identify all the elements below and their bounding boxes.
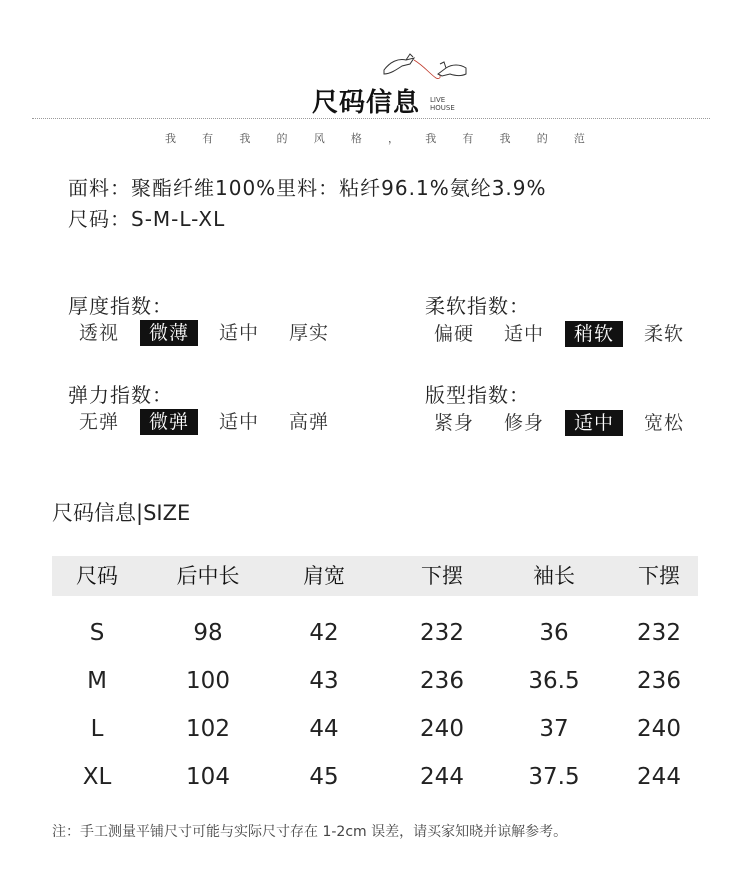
- option-label: 适中: [218, 411, 259, 433]
- slogan-char: 范: [573, 132, 585, 145]
- table-cell: L: [90, 716, 104, 742]
- elasticity-options: [70, 409, 338, 435]
- column-header-shoulder: 肩宽: [303, 564, 345, 588]
- table-cell: 42: [309, 620, 339, 646]
- brand-mark: LIVE HOUSE: [430, 96, 455, 112]
- table-cell: 236: [420, 668, 464, 694]
- table-cell: 37.5: [528, 764, 580, 790]
- table-cell: 236: [637, 668, 681, 694]
- slogan-char: 我: [165, 132, 176, 145]
- column-header-back-length: 后中长: [176, 564, 240, 588]
- table-cell: 36: [539, 620, 569, 646]
- slogan: [165, 130, 585, 146]
- option-label: 修身: [503, 412, 544, 434]
- table-cell: 240: [637, 716, 681, 742]
- elasticity-index-title: 弹力指数：: [68, 383, 173, 407]
- slogan-char: 的: [536, 132, 548, 145]
- option-label: 紧身: [433, 412, 474, 434]
- page-title: 尺码信息: [312, 88, 421, 118]
- option-label: 适中: [503, 323, 544, 345]
- fit-options: [425, 410, 693, 436]
- option-label-selected: 适中: [565, 410, 623, 436]
- table-cell: 104: [186, 764, 230, 790]
- fit-index-title: 版型指数：: [425, 383, 530, 407]
- slogan-char: 我: [425, 132, 437, 145]
- table-cell: 240: [420, 716, 464, 742]
- table-cell: 232: [420, 620, 464, 646]
- option-label-selected: 微弹: [140, 409, 198, 435]
- table-cell: 100: [186, 668, 230, 694]
- slogan-char: 我: [239, 132, 251, 145]
- slogan-char: 我: [499, 132, 511, 145]
- option-label: 无弹: [78, 411, 119, 433]
- option-label: 宽松: [643, 412, 684, 434]
- table-cell: 244: [420, 764, 464, 790]
- option-label-selected: 稍软: [565, 321, 623, 347]
- dotted-divider: [32, 118, 710, 119]
- option-label: 偏硬: [433, 323, 474, 345]
- softness-index-title: 柔软指数：: [425, 294, 530, 318]
- option-label: 适中: [218, 322, 259, 344]
- slogan-char: 有: [462, 132, 474, 145]
- option-label: 柔软: [643, 323, 684, 345]
- slogan-char: 的: [276, 132, 288, 145]
- table-cell: 43: [309, 668, 339, 694]
- size-table-heading: 尺码信息|SIZE: [52, 501, 191, 525]
- table-cell: 36.5: [528, 668, 580, 694]
- table-cell: 244: [637, 764, 681, 790]
- column-header-hem: 下摆: [421, 564, 463, 588]
- slogan-char: 有: [202, 132, 214, 145]
- slogan-char: 格: [350, 132, 362, 145]
- table-cell: 102: [186, 716, 230, 742]
- table-cell: 37: [539, 716, 569, 742]
- table-cell: 232: [637, 620, 681, 646]
- option-label: 透视: [78, 322, 119, 344]
- softness-options: [425, 321, 693, 347]
- table-cell: 45: [309, 764, 339, 790]
- slogan-char: ，: [388, 132, 400, 145]
- option-label: 高弹: [288, 411, 329, 433]
- size-range-info: 尺码：S-M-L-XL: [68, 207, 226, 231]
- table-cell: 44: [309, 716, 339, 742]
- column-header-size: 尺码: [76, 564, 118, 588]
- option-label: 厚实: [288, 322, 329, 344]
- table-cell: 98: [193, 620, 223, 646]
- thickness-index-title: 厚度指数：: [68, 294, 173, 318]
- option-label-selected: 微薄: [140, 320, 198, 346]
- measurement-note: 注：手工测量平铺尺寸可能与实际尺寸存在 1-2cm 误差，请买家知晓并谅解参考。: [52, 824, 568, 840]
- column-header-hem-2: 下摆: [638, 564, 680, 588]
- table-cell: XL: [82, 764, 112, 790]
- table-cell: M: [87, 668, 107, 694]
- column-header-sleeve: 袖长: [533, 564, 575, 588]
- slogan-char: 风: [313, 132, 325, 145]
- table-cell: S: [89, 620, 105, 646]
- fabric-info: 面料：聚酯纤维100%里料：粘纤96.1%氨纶3.9%: [68, 176, 547, 200]
- thickness-options: [70, 320, 338, 346]
